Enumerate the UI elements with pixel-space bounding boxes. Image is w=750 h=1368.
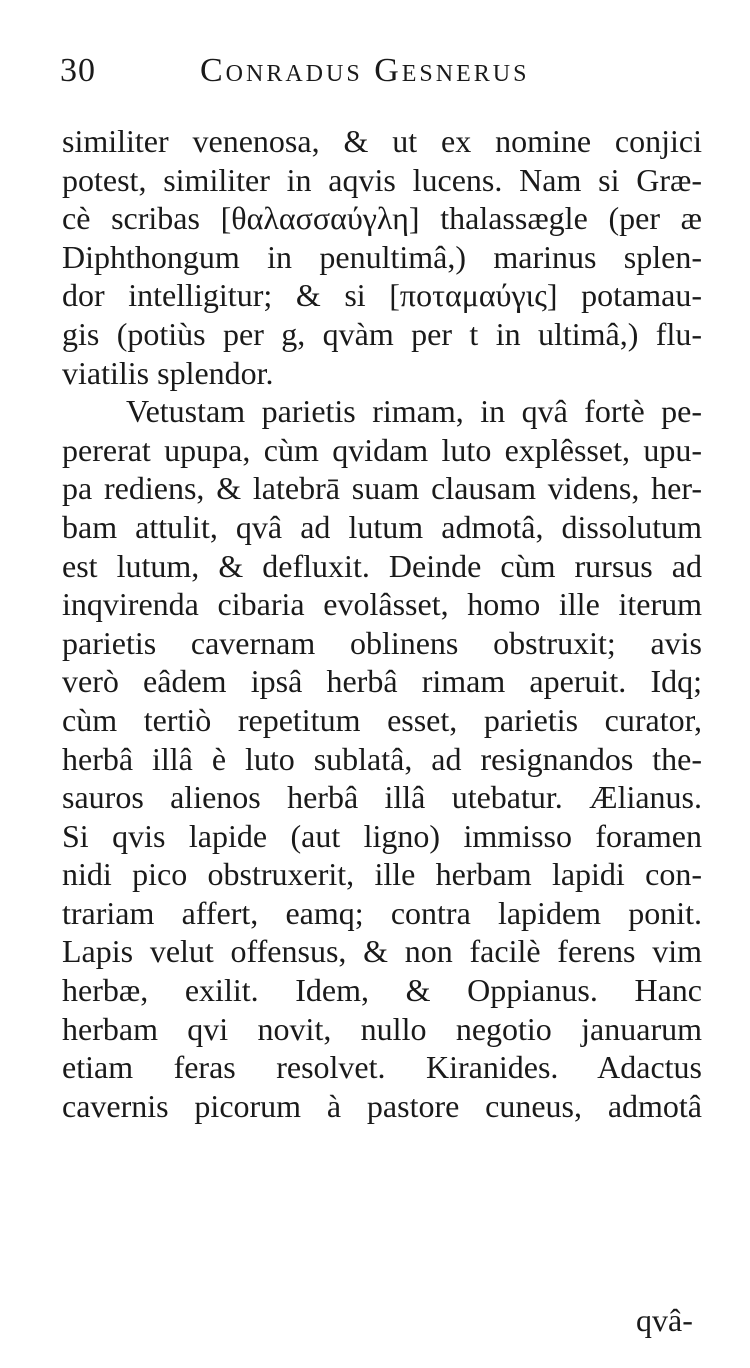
page-number: 30 bbox=[60, 52, 96, 89]
text-line: pa rediens, & latebrā suam clausam videns, her- bbox=[62, 470, 702, 507]
text-line: bam attulit, qvâ ad lutum admotâ, dissolutum bbox=[62, 508, 702, 545]
text-line: nidi pico obstruxerit, ille herbam lapidi con- bbox=[62, 856, 702, 893]
text-line: parietis cavernam oblinens obstruxit; avis bbox=[62, 624, 702, 661]
text-line: herbâ illâ è luto sublatâ, ad resignandos the- bbox=[62, 740, 702, 777]
body-text bbox=[62, 122, 702, 1125]
page-header bbox=[60, 52, 700, 102]
text-line: cùm tertiò repetitum esset, parietis curator, bbox=[62, 701, 702, 738]
text-line: verò eâdem ipsâ herbâ rimam aperuit. Idq; bbox=[62, 663, 702, 700]
running-head: Conradus Gesnerus bbox=[200, 52, 530, 89]
text-line: est lutum, & defluxit. Deinde cùm rursus ad bbox=[62, 547, 702, 584]
text-line: cavernis picorum à pastore cuneus, admotâ bbox=[62, 1087, 702, 1124]
text-line: Diphthongum in penultimâ,) marinus splen- bbox=[62, 238, 702, 275]
text-line: cè scribas [θαλασσαύγλη] thalassægle (per æ bbox=[62, 200, 702, 237]
catchword: qvâ- bbox=[636, 1302, 693, 1338]
text-line: Si qvis lapide (aut ligno) immisso foramen bbox=[62, 817, 702, 854]
text-line: herbam qvi novit, nullo negotio januarum bbox=[62, 1010, 702, 1047]
text-line: Lapis velut offensus, & non facilè ferens vim bbox=[62, 933, 702, 970]
text-line: viatilis splendor. bbox=[62, 354, 274, 391]
text-line: herbæ, exilit. Idem, & Oppianus. Hanc bbox=[62, 972, 702, 1009]
text-line: potest, similiter in aqvis lucens. Nam si Græ- bbox=[62, 161, 702, 198]
text-line: Vetustam parietis rimam, in qvâ fortè pe- bbox=[126, 393, 702, 430]
text-line: pererat upupa, cùm qvidam luto explêsset, upu- bbox=[62, 431, 702, 468]
text-line: similiter venenosa, & ut ex nomine conjici bbox=[62, 123, 702, 159]
text-line: etiam feras resolvet. Kiranides. Adactus bbox=[62, 1049, 702, 1086]
text-line: dor intelligitur; & si [ποταμαύγις] potamau- bbox=[62, 277, 702, 314]
text-line: inqvirenda cibaria evolâsset, homo ille iterum bbox=[62, 586, 702, 623]
text-line: trariam affert, eamq; contra lapidem ponit. bbox=[62, 894, 702, 931]
text-line: sauros alienos herbâ illâ utebatur. Ælianus. bbox=[62, 779, 702, 816]
text-line: gis (potiùs per g, qvàm per t in ultimâ,) flu- bbox=[62, 315, 702, 352]
